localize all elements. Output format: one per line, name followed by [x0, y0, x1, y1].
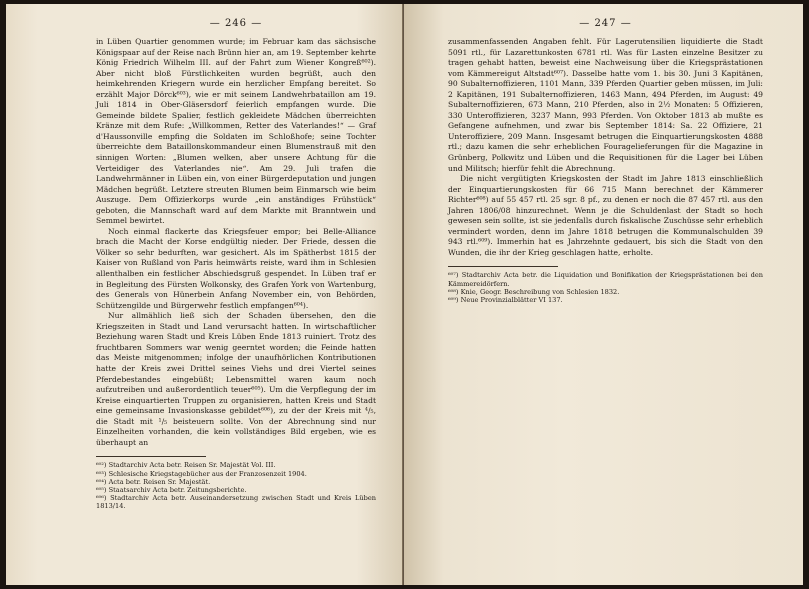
page-number: — 246 — — [209, 18, 263, 29]
footnote: ⁶⁰⁵) Staatsarchiv Acta betr. Zeitungsberichte. — [96, 485, 247, 494]
paragraph: in Lüben Quartier genommen wurde; im Februar kam das sächsische Königspaar auf der Reise nach Brünn hier an, am 19. September kehrte König Friedrich Wilhelm III. auf der Fahrt zum Wiener Kongreß⁶⁰²). Aber nicht bloß Fürstlichkeiten wurden begrüßt, auch den heimkehrenden Kriegern wurde ein herzlicher Empfang bereitet. So erzählt Major Dörck⁶⁰³), wie er mit seinem Landwehrbataillon am 19. Juli 1814 in Ober-Gläsersdorf feierlich empfangen wurde. Die Gemeinde bildete Spalier, festlich gekleidete Mädchen überreichten Kränze mit dem Rufe: „Willkommen, Retter des Vaterlandes!“ — Graf d'Haussonville empfing die Soldaten im Schloßhofe; seine Tochter überreichte dem Bataillonskommandeur einen Blumenstrauß mit den sinnigen Worten: „Blumen welken, aber unsere Achtung für die Verteidiger des Vaterlandes nie“. Am 29. Juli trafen die Landwehrmänner in Lüben ein, von einer Bürgerdeputation und jungen Mädchen begrüßt. Letztere streuten Blumen beim Einmarsch wie beim Auszuge. Dem Offizierkorps wurde „ein anständiges Frühstück“ geboten, die Mannschaft ward auf dem Markte mit Branntwein und Semmel bewirtet. — [96, 37, 376, 226]
footnote: ⁶⁰⁸) Knie, Geogr. Beschreibung von Schlesien 1832. — [448, 287, 620, 296]
footnote: ⁶⁰⁷) Stadtarchiv Acta betr. die Liquidation und Bonifikation der Kriegsprästationen bei den Kämmereidörfern. — [448, 271, 763, 288]
paragraph: Nur allmählich ließ sich der Schaden übersehen, den die Kriegszeiten in Stadt und Land verursacht hatten. In wirtschaftlicher Beziehung waren Stadt und Kreis Lüben Ende 1813 ruiniert. Trotz des fruchtbaren Sommers war wenig geerntet worden; die Feinde hatten das Meiste mitgenommen; infolge der unaufhörlichen Kontributionen hatte der Kreis zwei Drittel seines Viehs und drei Viertel seines Pferdebestandes eingebüßt; Lebensmittel waren kaum noch aufzutreiben und außerordentlich teuer⁶⁰⁵). Um die Verpflegung der im Kreise einquartierten Truppen zu organisieren, hatten Kreis und Stadt eine gemeinsame Invasionskasse gebildet⁶⁰⁶), zu der der Kreis mit ⁴/₅, die Stadt mit ¹/₅ beisteuern sollte. Von der Abrechnung sind nur Einzelheiten vorhanden, die kein vollständiges Bild ergeben, wie es überhaupt an — [96, 311, 376, 447]
footnote: ⁶⁰⁹) Neue Provinzialblätter VI 137. — [448, 296, 563, 305]
footnote: ⁶⁰⁴) Acta betr. Reisen Sr. Majestät. — [96, 477, 211, 486]
left-page — [6, 4, 404, 585]
footnote-divider — [448, 266, 558, 267]
paragraph: Noch einmal flackerte das Kriegsfeuer empor; bei Belle-Alliance brach die Macht der Korse endgültig nieder. Der Friede, dessen die Völker so sehr bedurften, war gesichert. Als im Spätherbst 1815 der Kaiser von Rußland von Paris heimwärts reiste, ward ihm in Schlesien allenthalben ein festlicher Abschiedsgruß gespendet. In Lüben traf er in Begleitung des Fürsten Wolkonsky, des Grafen York von Wartenburg, des Generals von Hünerbein Anfang November ein, von Behörden, Schützengilde und Bürgerwehr festlich empfangen⁶⁰⁴). — [96, 226, 376, 310]
page-body — [96, 37, 376, 448]
footnote: ⁶⁰²) Stadtarchiv Acta betr. Reisen Sr. Majestät Vol. III. — [96, 461, 276, 470]
page-body — [448, 37, 763, 258]
book-spread — [6, 4, 803, 585]
paragraph: zusammenfassenden Angaben fehlt. Für Lagerutensilien liquidierte die Stadt 5091 rtl., für Lazarettunkosten 6781 rtl. Was für Lasten einzelne Besitzer zu tragen gehabt hatten, beweist eine Nachweisung über die Kriegsprästationen vom Kämmereigut Altstadt⁶⁰⁷). Dasselbe hatte vom 1. bis 30. Juni 3 Kapitänen, 90 Subalternoffizieren, 1101 Mann, 339 Pferden Quartier geben müssen, im Juli: 2 Kapitänen, 191 Subalternoffizieren, 1463 Mann, 494 Pferden, im August: 49 Subalternoffizieren, 673 Mann, 210 Pferden, also in 2½ Monaten: 5 Offizieren, 330 Unteroffizieren, 3237 Mann, 993 Pferden. Von Oktober 1813 ab mußte es Gefangene aufnehmen, und zwar bis September 1814: Sa. 22 Offiziere, 21 Unteroffiziere, 209 Mann. Insgesamt betrugen die Einquartierungskosten 4888 rtl.; dazu kamen die sehr erheblichen Fouragelieferungen für die Magazine in Grünberg, Polkwitz und Lüben und die Requisitionen für die Lager bei Lüben und Militsch; hierfür fehlt die Abrechnung. — [448, 37, 763, 173]
footnote: ⁶⁰⁶) Stadtarchiv Acta betr. Auseinandersetzung zwischen Stadt und Kreis Lüben 1813/14. — [96, 494, 376, 511]
paragraph: Die nicht vergütigten Kriegskosten der Stadt im Jahre 1813 einschließlich der Einquartierungskosten für 66 715 Mann berechnet der Kämmerer Richter⁶⁰⁸) auf 55 457 rtl. 25 sgr. 8 pf., zu denen er noch die 87 457 rtl. aus den Jahren 1806/08 hinzurechnet. Wenn je die Schuldenlast der Stadt so hoch gewesen sein sollte, ist sie jedenfalls durch fiskalische Zuschüsse sehr erheblich vermindert worden, denn im Jahre 1818 betrugen die Kommunalschulden 39 943 rtl.⁶⁰⁹). Immerhin hat es Jahrzehnte gedauert, bis sich die Stadt von den Wunden, die ihr der Krieg geschlagen hatte, erholte. — [448, 174, 763, 257]
right-page — [404, 4, 803, 585]
page-number: — 247 — — [579, 18, 632, 29]
footnote-divider — [96, 456, 206, 457]
footnote: ⁶⁰³) Schlesische Kriegstagebücher aus der Franzosenzeit 1904. — [96, 469, 307, 478]
footnotes — [448, 271, 763, 304]
footnotes — [96, 461, 376, 510]
